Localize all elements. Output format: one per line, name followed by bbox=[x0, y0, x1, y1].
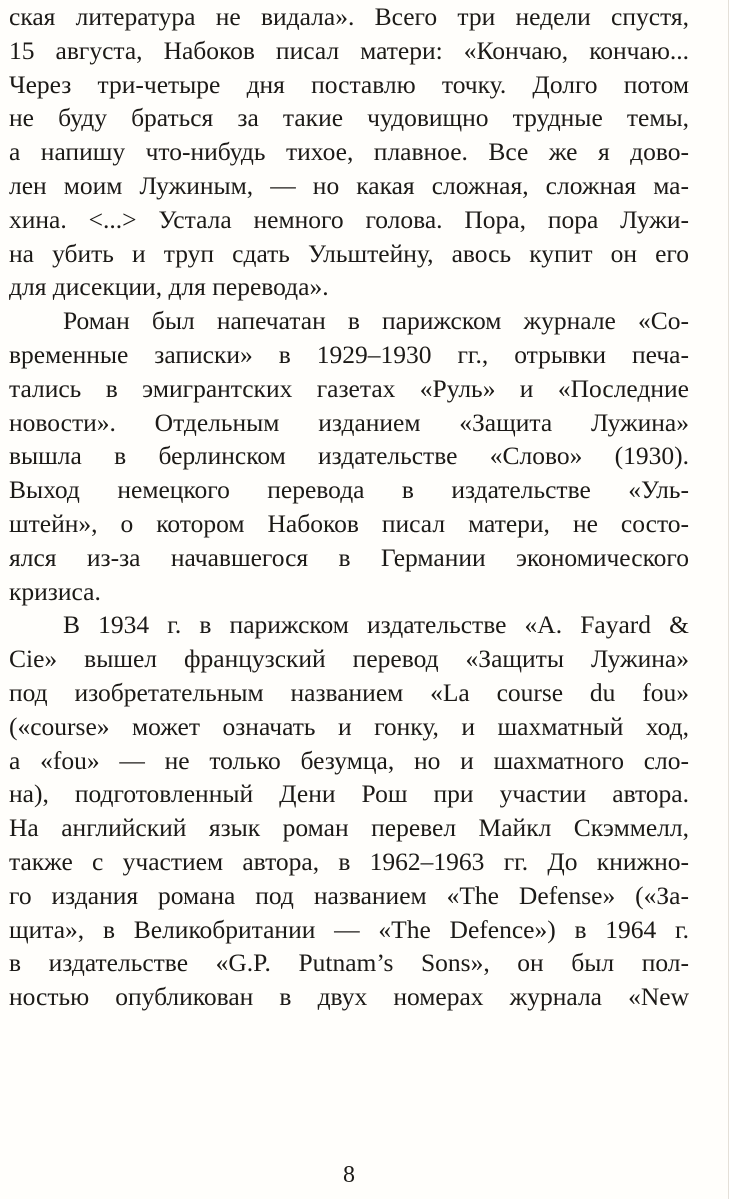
text-line: а напишу что-нибудь тихое, плавное. Все же я дово- bbox=[9, 137, 689, 167]
text-line: В 1934 г. в парижском издательстве «A. Fayard & bbox=[63, 610, 689, 640]
paragraph-publication bbox=[9, 304, 689, 608]
text-line: Cie» вышел французский перевод «Защиты Лужина» bbox=[9, 644, 689, 674]
text-line: ская литература не видала». Всего три недели спустя, bbox=[9, 2, 689, 31]
text-line: лен моим Лужиным, — но какая сложная, сложная ма- bbox=[9, 170, 689, 200]
text-line: ялся из-за начавшегося в Германии экономического bbox=[9, 542, 689, 572]
text-line: Роман был напечатан в парижском журнале «Со- bbox=[63, 306, 689, 336]
text-line: в издательстве «G.P. Putnam’s Sons», он был пол- bbox=[9, 948, 689, 978]
text-line: щита», в Великобритании — «The Defence») в 1964 г. bbox=[9, 914, 689, 944]
text-line: 15 августа, Набоков писал матери: «Кончаю, кончаю... bbox=[9, 35, 689, 65]
text-line: а «fou» — не только безумца, но и шахматного сло- bbox=[9, 745, 689, 775]
text-line: под изобретательным названием «La course du fou» bbox=[9, 677, 689, 707]
text-line: Через три-четыре дня поставлю точку. Долго потом bbox=[9, 69, 689, 99]
text-line: для дисекции, для перевода». bbox=[9, 272, 329, 302]
text-line: ностью опубликован в двух номерах журнала «New bbox=[9, 982, 689, 1012]
text-line: Выход немецкого перевода в издательстве «Уль- bbox=[9, 475, 689, 505]
text-line: тались в эмигрантских газетах «Руль» и «Последние bbox=[9, 373, 689, 403]
text-line: временные записки» в 1929–1930 гг., отрывки печа- bbox=[9, 339, 689, 369]
text-line: на), подготовленный Дени Рош при участии автора. bbox=[9, 779, 689, 809]
text-line: На английский язык роман перевел Майкл Скэммелл, bbox=[9, 813, 689, 843]
text-line: на убить и труп сдать Ульштейну, авось купит он его bbox=[9, 238, 689, 268]
text-line: («course» может означать и гонку, и шахматный ход, bbox=[9, 711, 689, 741]
text-line: вышла в берлинском издательстве «Слово» (1930). bbox=[9, 441, 689, 471]
text-line: хина. <...> Устала немного голова. Пора, пора Лужи- bbox=[9, 204, 689, 234]
text-line: штейн», о котором Набоков писал матери, не состо- bbox=[9, 508, 689, 538]
paragraph-translations bbox=[9, 608, 689, 1014]
page-number: 8 bbox=[343, 1162, 355, 1188]
text-line: также с участием автора, в 1962–1963 гг. До книжно- bbox=[9, 846, 689, 876]
text-line: новости». Отдельным изданием «Защита Лужина» bbox=[9, 407, 689, 437]
text-line: не буду браться за такие чудовищно трудные темы, bbox=[9, 103, 689, 133]
paragraph-continuation bbox=[9, 0, 689, 304]
body-text bbox=[9, 0, 689, 1014]
text-line: го издания романа под названием «The Defense» («За- bbox=[9, 880, 689, 910]
text-line: кризиса. bbox=[9, 576, 101, 606]
